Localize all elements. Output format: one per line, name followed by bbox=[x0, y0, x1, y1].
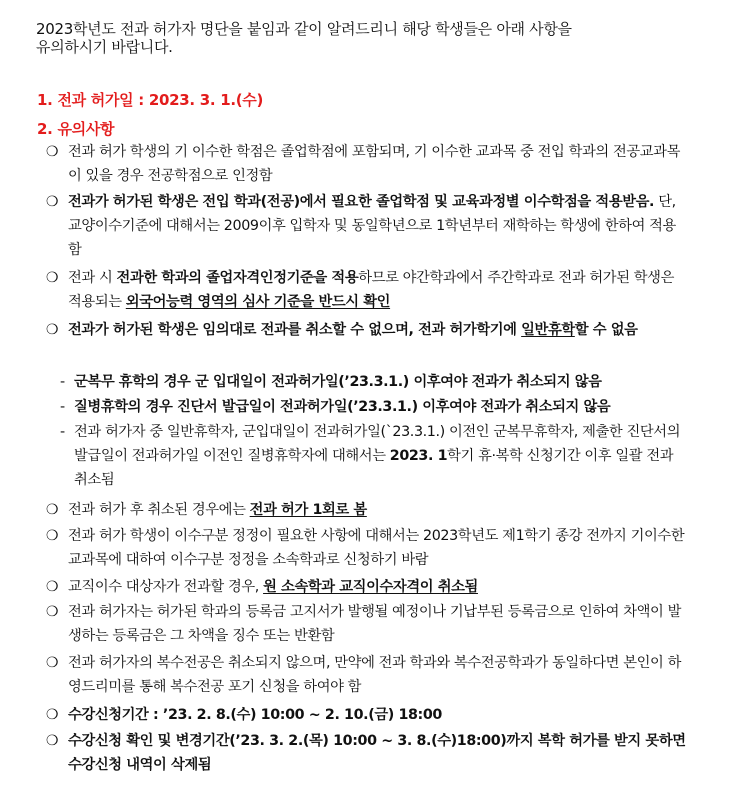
notice-bold-text: 할 수 없음 bbox=[574, 322, 638, 338]
notice-item bbox=[46, 600, 686, 648]
notice-item bbox=[46, 140, 686, 188]
notice-text: 교직이수 대상자가 전과할 경우, bbox=[68, 579, 264, 595]
circle-bullet-icon: ❍ bbox=[46, 502, 59, 518]
notice-item bbox=[46, 729, 686, 777]
notice-text: 전과 허가자는 허가된 학과의 등록금 고지서가 발행될 예정이나 기납부된 등록금으로 인하여 차액이 발생하는 등록금은 그 차액을 징수 또는 반환함 bbox=[68, 604, 681, 644]
notice-item bbox=[46, 498, 686, 522]
notice-text: 전과 허가 후 취소된 경우에는 bbox=[68, 502, 250, 518]
sub-item-text: 전과 허가자 중 일반휴학자, 군입대일이 전과허가일(`23.3.1.) 이전인 군복무휴학자, 제출한 진단서의 발급일이 전과허가일 이전인 질병휴학자에 대해서는 bbox=[74, 424, 681, 464]
sub-item-bold-text: 2023. 1 bbox=[389, 448, 448, 464]
notice-underlined-text: 전과 허가 1회로 봄 bbox=[249, 502, 367, 518]
notice-item bbox=[46, 318, 686, 342]
section-heading-notes: 2. 유의사항 bbox=[37, 120, 115, 138]
notice-item bbox=[46, 703, 686, 727]
notice-bold-text: 전과가 허가된 학생은 임의대로 전과를 취소할 수 없으며, 전과 허가학기에 bbox=[68, 322, 522, 338]
sub-item bbox=[60, 395, 690, 419]
circle-bullet-icon: ❍ bbox=[46, 270, 59, 286]
circle-bullet-icon: ❍ bbox=[46, 707, 59, 723]
sub-item bbox=[60, 420, 690, 492]
notice-underlined-text: 일반휴학 bbox=[521, 322, 575, 338]
notice-text: 전과 허가 학생의 기 이수한 학점은 졸업학점에 포함되며, 기 이수한 교과목 중 전입 학과의 전공교과목이 있을 경우 전공학점으로 인정함 bbox=[68, 144, 681, 184]
notice-text: 전과 허가 학생이 이수구분 정정이 필요한 사항에 대해서는 2023학년도 제1학기 종강 전까지 기이수한 교과목에 대하여 이수구분 정정을 소속학과로 신청하기 바람 bbox=[68, 528, 685, 568]
sub-item-text: 군복무 휴학의 경우 군 입대일이 전과허가일(’23.3.1.) 이후여야 전과가 취소되지 않음 bbox=[74, 374, 602, 390]
intro-line-1: 2023학년도 전과 허가자 명단을 붙임과 같이 알려드리니 해당 학생들은 아래 사항을 bbox=[36, 20, 572, 38]
notice-text: 하므로 야간학과에서 주간학과로 전과 허가된 학생은 적용되는 bbox=[68, 270, 675, 310]
circle-bullet-icon: ❍ bbox=[46, 733, 59, 749]
notice-item bbox=[46, 524, 686, 572]
notice-item bbox=[46, 266, 686, 314]
circle-bullet-icon: ❍ bbox=[46, 604, 59, 620]
notice-text: 전과 시 bbox=[68, 270, 117, 286]
circle-bullet-icon: ❍ bbox=[46, 655, 59, 671]
registration-period-text: 수강신청기간 : ’23. 2. 8.(수) 10:00 ~ 2. 10.(금) 18:00 bbox=[68, 707, 442, 723]
circle-bullet-icon: ❍ bbox=[46, 194, 59, 210]
notice-item bbox=[46, 190, 686, 262]
notice-underlined-text: 외국어능력 영역의 심사 기준을 반드시 확인 bbox=[125, 294, 391, 310]
notice-bold-text: 전과가 허가된 학생은 전입 학과(전공)에서 필요한 졸업학점 및 교육과정별 이수학점을 적용받음. bbox=[68, 194, 655, 210]
sub-item-text: 학기 휴·복학 신청기간 이후 일괄 전과 취소됨 bbox=[74, 448, 674, 488]
circle-bullet-icon: ❍ bbox=[46, 322, 59, 338]
notice-item bbox=[46, 575, 686, 599]
sub-item bbox=[60, 370, 690, 394]
circle-bullet-icon: ❍ bbox=[46, 579, 59, 595]
intro-paragraph bbox=[36, 20, 716, 56]
section-heading-transfer-date: 1. 전과 허가일 : 2023. 3. 1.(수) bbox=[37, 91, 264, 109]
notice-underlined-text: 원 소속학과 교직이수자격이 취소됨 bbox=[263, 579, 478, 595]
dash-bullet-icon: - bbox=[60, 424, 65, 440]
dash-bullet-icon: - bbox=[60, 399, 65, 415]
notice-item bbox=[46, 651, 686, 699]
change-period-text: 수강신청 확인 및 변경기간(’23. 3. 2.(목) 10:00 ~ 3. 8.(수)18:00)까지 복학 허가를 받지 못하면 수강신청 내역이 삭제됨 bbox=[68, 733, 686, 773]
circle-bullet-icon: ❍ bbox=[46, 528, 59, 544]
circle-bullet-icon: ❍ bbox=[46, 144, 59, 160]
sub-item-text: 질병휴학의 경우 진단서 발급일이 전과허가일(’23.3.1.) 이후여야 전과가 취소되지 않음 bbox=[74, 399, 611, 415]
notice-text: 전과 허가자의 복수전공은 취소되지 않으며, 만약에 전과 학과와 복수전공학과가 동일하다면 본인이 하영드리미를 통해 복수전공 포기 신청을 하여야 함 bbox=[68, 655, 681, 695]
notice-text: 단, 교양이수기준에 대해서는 2009이후 입학자 및 동일학년으로 1학년부터 재학하는 학생에 한하여 적용함 bbox=[68, 194, 676, 258]
intro-line-2: 유의하시기 바랍니다. bbox=[36, 38, 173, 56]
notice-bold-text: 전과한 학과의 졸업자격인정기준을 적용 bbox=[116, 270, 359, 286]
dash-bullet-icon: - bbox=[60, 374, 65, 390]
